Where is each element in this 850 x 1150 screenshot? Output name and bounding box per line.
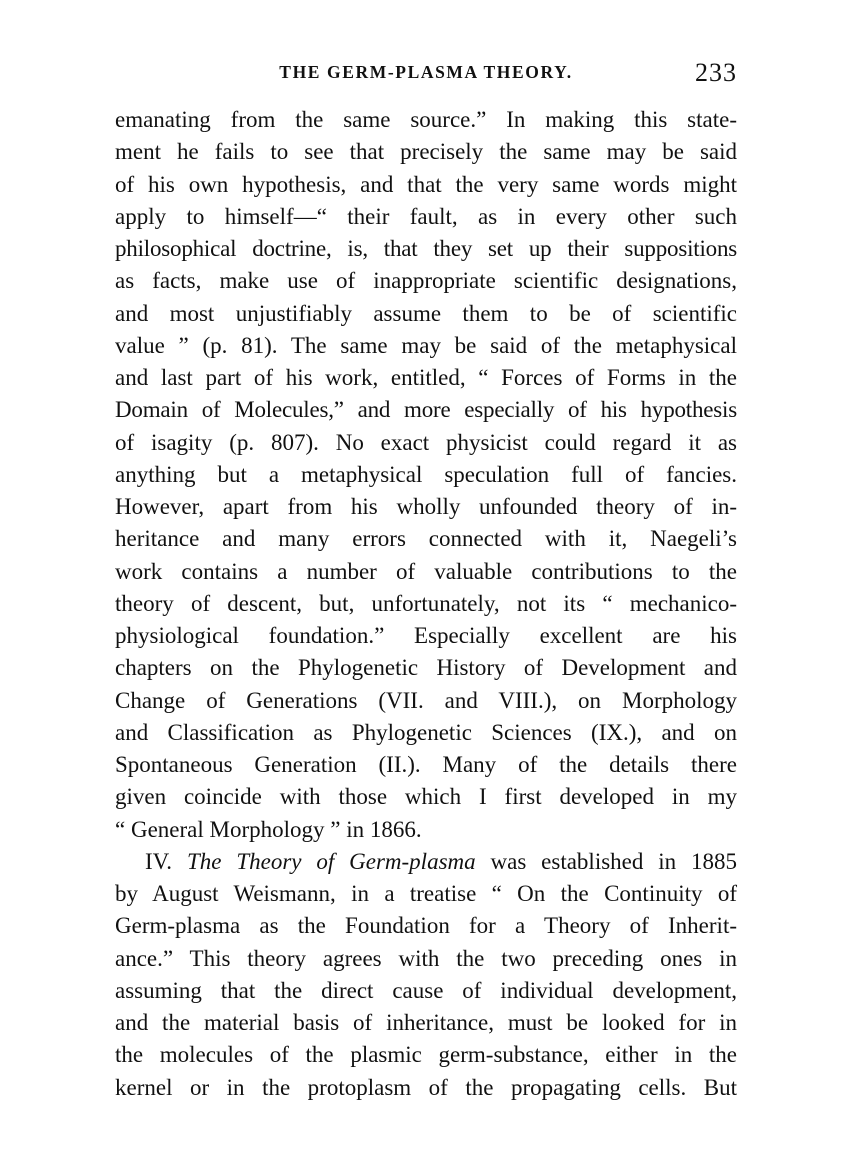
- body-text: [115, 104, 737, 1104]
- text-line: work contains a number of valuable contributions to the: [115, 558, 737, 584]
- section-opening-line: [115, 846, 737, 878]
- text-line: given coincide with those which I first developed in my: [115, 784, 737, 810]
- text-line: as facts, make use of inappropriate scientific designations,: [115, 268, 737, 294]
- text-line: However, apart from his wholly unfounded theory of in-: [115, 494, 737, 519]
- paragraph-germ-plasma: [115, 846, 737, 1104]
- text-line: theory of descent, but, unfortunately, not its “ mechanico-: [115, 590, 737, 616]
- text-line: of his own hypothesis, and that the very same words might: [115, 171, 737, 197]
- text-line: ance.” This theory agrees with the two preceding ones in: [115, 945, 737, 971]
- text-line: Germ-plasma as the Foundation for a Theory of Inherit-: [115, 913, 737, 939]
- section-numeral: IV.: [145, 848, 173, 874]
- text-line: chapters on the Phylogenetic History of Development and: [115, 655, 737, 681]
- text-line: Spontaneous Generation (II.). Many of the details there: [115, 752, 737, 777]
- text-line: kernel or in the protoplasm of the propagating cells. But: [115, 1074, 737, 1100]
- text-line: anything but a metaphysical speculation full of fancies.: [115, 461, 737, 487]
- text-line: heritance and many errors connected with it, Naegeli’s: [115, 526, 737, 552]
- text-line: Change of Generations (VII. and VIII.), on Morphology: [115, 687, 737, 713]
- text-line: and the material basis of inheritance, must be looked for in: [115, 1010, 737, 1035]
- text-line: and Classification as Phylogenetic Sciences (IX.), and on: [115, 719, 737, 745]
- running-head: THE GERM-PLASMA THEORY.: [279, 62, 573, 82]
- text-line: “ General Morphology ” in 1866.: [115, 816, 422, 842]
- text-line: and most unjustifiably assume them to be of scientific: [115, 300, 737, 326]
- page-number: 233: [695, 58, 737, 87]
- text-line: and last part of his work, entitled, “ Forces of Forms in the: [115, 365, 737, 390]
- text-line: philosophical doctrine, is, that they set up their suppositions: [115, 236, 737, 261]
- text-line: apply to himself—“ their fault, as in every other such: [115, 203, 737, 229]
- text-line: Domain of Molecules,” and more especially of his hypothesis: [115, 397, 737, 423]
- text-line: physiological foundation.” Especially excellent are his: [115, 623, 737, 648]
- page-header: [115, 58, 737, 88]
- text-line: value ” (p. 81). The same may be said of the metaphysical: [115, 332, 737, 358]
- text-line: emanating from the same source.” In making this state-: [115, 107, 737, 132]
- section-opening-text: was established in 1885: [490, 848, 738, 874]
- text-line: the molecules of the plasmic germ-substance, either in the: [115, 1042, 737, 1068]
- text-line: by August Weismann, in a treatise “ On the Continuity of: [115, 881, 737, 906]
- paragraph-continuation: [115, 104, 737, 846]
- text-line: of isagity (p. 807). No exact physicist could regard it as: [115, 429, 737, 455]
- text-line: assuming that the direct cause of individual development,: [115, 977, 737, 1003]
- text-line: ment he fails to see that precisely the same may be said: [115, 139, 737, 165]
- section-title: The Theory of Germ-plasma: [186, 848, 476, 874]
